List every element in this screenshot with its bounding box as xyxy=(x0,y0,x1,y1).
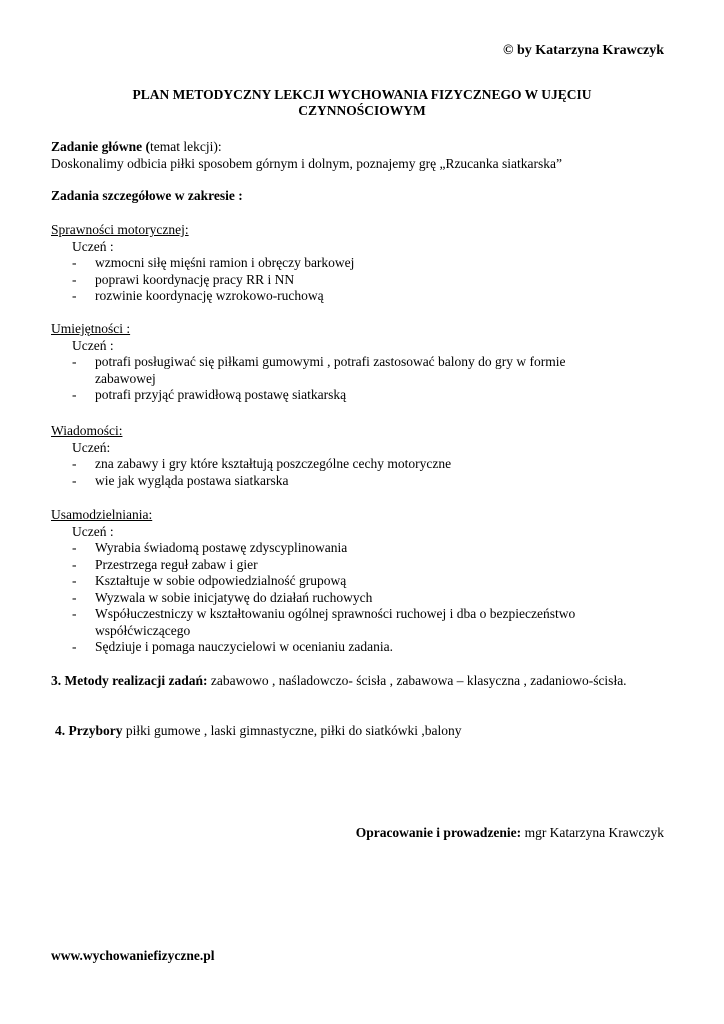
list-item: - Przestrzega reguł zabaw i gier xyxy=(72,556,258,572)
list-item: - wzmocni siłę mięśni ramion i obręczy barkowej xyxy=(72,255,355,270)
bullet-dash: - xyxy=(72,472,77,488)
prepared-by xyxy=(356,825,664,842)
prepared-by-text: mgr Katarzyna Krawczyk xyxy=(521,825,664,840)
student-label: Uczeń : xyxy=(72,337,114,353)
list-item: - Współuczestniczy w kształtowaniu ogólnej sprawności ruchowej i dba o bezpieczeństwo współćwiczącego xyxy=(72,606,576,638)
main-task-label-suffix: temat lekcji): xyxy=(150,139,222,154)
equipment-paragraph xyxy=(55,723,675,740)
section-motor-skills xyxy=(51,222,671,305)
bullet-dash: - xyxy=(72,606,77,621)
section-independence xyxy=(51,507,671,656)
prepared-by-label: Opracowanie i prowadzenie: xyxy=(355,825,522,840)
student-label: Uczeń : xyxy=(72,523,114,539)
list-item: - Wyrabia świadomą postawę zdyscyplinowania xyxy=(72,540,348,555)
section-heading: Umiejętności : xyxy=(51,321,131,336)
bullet-dash: - xyxy=(72,556,77,572)
section-heading: Usamodzielniania: xyxy=(51,507,153,522)
list-item: - rozwinie koordynację wzrokowo-ruchową xyxy=(72,288,324,303)
methods-text: zabawowo , naśladowczo- ścisła , zabawowa – klasyczna , zadaniowo-ścisła. xyxy=(207,673,627,688)
website-link[interactable]: www.wychowaniefizyczne.pl xyxy=(51,948,215,963)
bullet-dash: - xyxy=(72,456,77,471)
list-item: - Sędziuje i pomaga nauczycielowi w ocenianiu zadania. xyxy=(72,639,394,654)
bullet-dash: - xyxy=(72,387,77,402)
detailed-tasks-heading: Zadania szczegółowe w zakresie : xyxy=(51,188,243,203)
equipment-text: piłki gumowe , laski gimnastyczne, piłki do siatkówki ,balony xyxy=(122,723,462,738)
bullet-dash: - xyxy=(72,589,77,605)
main-task xyxy=(51,139,671,172)
methods-label: 3. Metody realizacji zadań: xyxy=(51,673,208,688)
student-label: Uczeń: xyxy=(72,439,111,455)
bullet-dash: - xyxy=(72,573,77,588)
student-label: Uczeń : xyxy=(72,238,114,254)
list-item: - Wyzwala w sobie inicjatywę do działań ruchowych xyxy=(72,589,373,605)
bullet-dash: - xyxy=(72,639,77,654)
bullet-dash: - xyxy=(72,540,77,555)
methods-paragraph xyxy=(51,673,651,690)
bullet-dash: - xyxy=(72,271,77,287)
document-title: PLAN METODYCZNY LEKCJI WYCHOWANIA FIZYCZNEGO W UJĘCIU CZYNNOŚCIOWYM xyxy=(132,87,592,118)
bullet-dash: - xyxy=(72,255,77,270)
section-heading: Sprawności motorycznej: xyxy=(51,222,189,237)
copyright-notice: © by Katarzyna Krawczyk xyxy=(503,43,664,58)
list-item: - Kształtuje w sobie odpowiedzialność grupową xyxy=(72,573,347,588)
equipment-label: 4. Przybory xyxy=(55,723,123,738)
section-knowledge xyxy=(51,423,671,489)
section-heading: Wiadomości: xyxy=(51,423,123,438)
section-abilities xyxy=(51,321,671,404)
list-item: - poprawi koordynację pracy RR i NN xyxy=(72,271,295,287)
list-item: - zna zabawy i gry które kształtują poszczególne cechy motoryczne xyxy=(72,456,452,471)
bullet-dash: - xyxy=(72,288,77,303)
list-item: - potrafi posługiwać się piłkami gumowymi , potrafi zastosować balony do gry w formie zabawowej xyxy=(72,354,566,386)
bullet-dash: - xyxy=(72,354,77,369)
list-item: - potrafi przyjąć prawidłową postawę siatkarską xyxy=(72,387,347,402)
main-task-text: Doskonalimy odbicia piłki sposobem górnym i dolnym, poznajemy grę „Rzucanka siatkarska” xyxy=(51,155,563,171)
main-task-label: Zadanie główne ( xyxy=(51,139,151,154)
list-item: - wie jak wygląda postawa siatkarska xyxy=(72,472,289,488)
